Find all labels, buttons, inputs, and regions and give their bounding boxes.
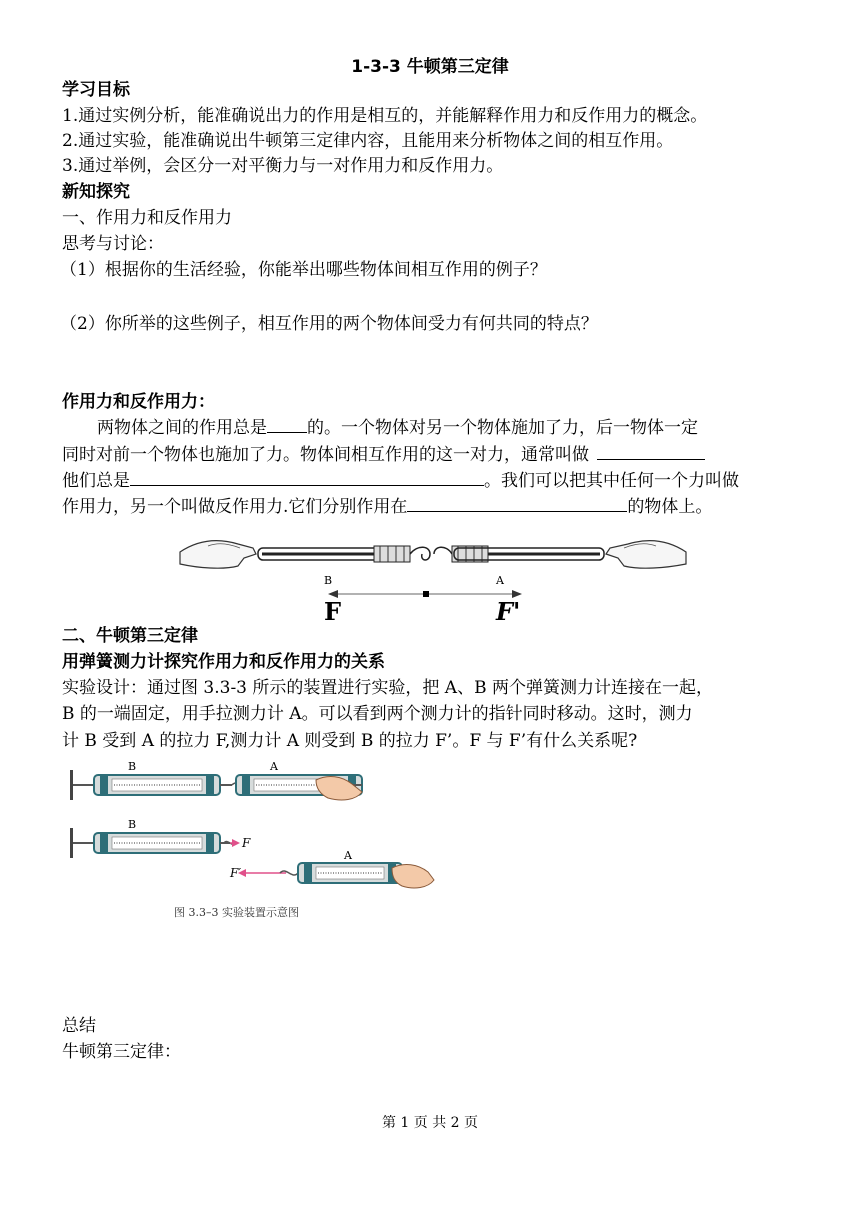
experiment-text: 计 B 受到 A 的拉力 F,测力计 A 则受到 B 的拉力 F’。F 与 F’有什么关系呢? [62, 731, 638, 751]
hook-icon [410, 547, 430, 560]
force-label-f-prime: F′ [230, 866, 242, 880]
section1-heading: 一、作用力和反作用力 [62, 208, 232, 228]
figure-caption: 图 3.3–3 实验装置示意图 [174, 906, 299, 919]
center-point [423, 591, 429, 597]
paragraph-line [97, 414, 698, 440]
paragraph-text: 同时对前一个物体也施加了力。物体间相互作用的这一对力，通常叫做 [62, 445, 589, 465]
label-b: B [128, 760, 137, 773]
page-title: 1-3-3 牛顿第三定律 [351, 57, 509, 77]
label-a: A [344, 849, 352, 862]
label-a: A [270, 760, 278, 773]
law-label: 牛顿第三定律： [62, 1042, 181, 1062]
figure-spring-scales [66, 758, 436, 928]
question-2: （2）你所举的这些例子，相互作用的两个物体间受力有何共同的特点？ [60, 314, 598, 334]
figure-hands-pulling [178, 530, 688, 622]
goal-item: 1.通过实例分析，能准确说出力的作用是相互的，并能解释作用力和反作用力的概念。 [62, 106, 708, 126]
fill-blank-2[interactable] [597, 441, 705, 460]
experiment-text: B 的一端固定，用手拉测力计 A。可以看到两个测力计的指针同时移动。这时，测力 [62, 704, 693, 724]
scale-b-icon [94, 833, 220, 853]
scale-a-icon [298, 863, 402, 883]
goal-item: 3.通过举例，会区分一对平衡力与一对作用力和反作用力。 [62, 156, 504, 176]
discuss-label: 思考与讨论： [62, 234, 164, 254]
label-a: A [496, 574, 504, 587]
goals-heading: 学习目标 [62, 80, 130, 100]
paragraph-line [62, 441, 705, 467]
experiment-heading: 用弹簧测力计探究作用力和反作用力的关系 [62, 652, 385, 672]
goal-item: 2.通过实验，能准确说出牛顿第三定律内容，且能用来分析物体之间的相互作用。 [62, 131, 674, 151]
paragraph-line [62, 493, 712, 519]
hook-icon [434, 547, 452, 554]
scale-b-icon [94, 775, 220, 795]
concept-heading: 作用力和反作用力： [62, 392, 215, 412]
force-label-f: F [242, 836, 251, 850]
paragraph-text: 的物体上。 [627, 497, 713, 517]
paragraph-text: 作用力，另一个叫做反作用力.它们分别作用在 [62, 497, 408, 517]
force-label-f: F [324, 597, 342, 622]
summary-label: 总结 [62, 1016, 96, 1036]
paragraph-text: 两物体之间的作用总是 [97, 418, 267, 438]
fill-blank-4[interactable] [407, 493, 627, 512]
label-b: B [128, 818, 137, 831]
fill-blank-3[interactable] [130, 467, 484, 486]
experiment-text: 实验设计：通过图 3.3-3 所示的装置进行实验，把 A、B 两个弹簧测力计连接在一起， [62, 678, 713, 698]
label-b: B [324, 574, 333, 587]
paragraph-text: 。我们可以把其中任何一个力叫做 [484, 471, 739, 491]
paragraph-line [62, 467, 739, 493]
left-hand-icon [180, 541, 256, 568]
fill-blank-1[interactable] [267, 414, 307, 433]
paragraph-text: 的。一个物体对另一个物体施加了力，后一物体一定 [307, 418, 698, 438]
force-label-f-prime: F' [496, 597, 521, 622]
page-footer: 第 1 页 共 2 页 [381, 1115, 479, 1131]
paragraph-text: 他们总是 [62, 471, 130, 491]
section2-heading: 二、牛顿第三定律 [62, 626, 198, 646]
right-hand-icon [606, 541, 686, 568]
question-1: （1）根据你的生活经验，你能举出哪些物体间相互作用的例子？ [60, 260, 547, 280]
hand-icon [392, 865, 434, 888]
explore-heading: 新知探究 [62, 182, 130, 202]
wall-icon [70, 770, 73, 800]
wall-icon [70, 828, 73, 858]
